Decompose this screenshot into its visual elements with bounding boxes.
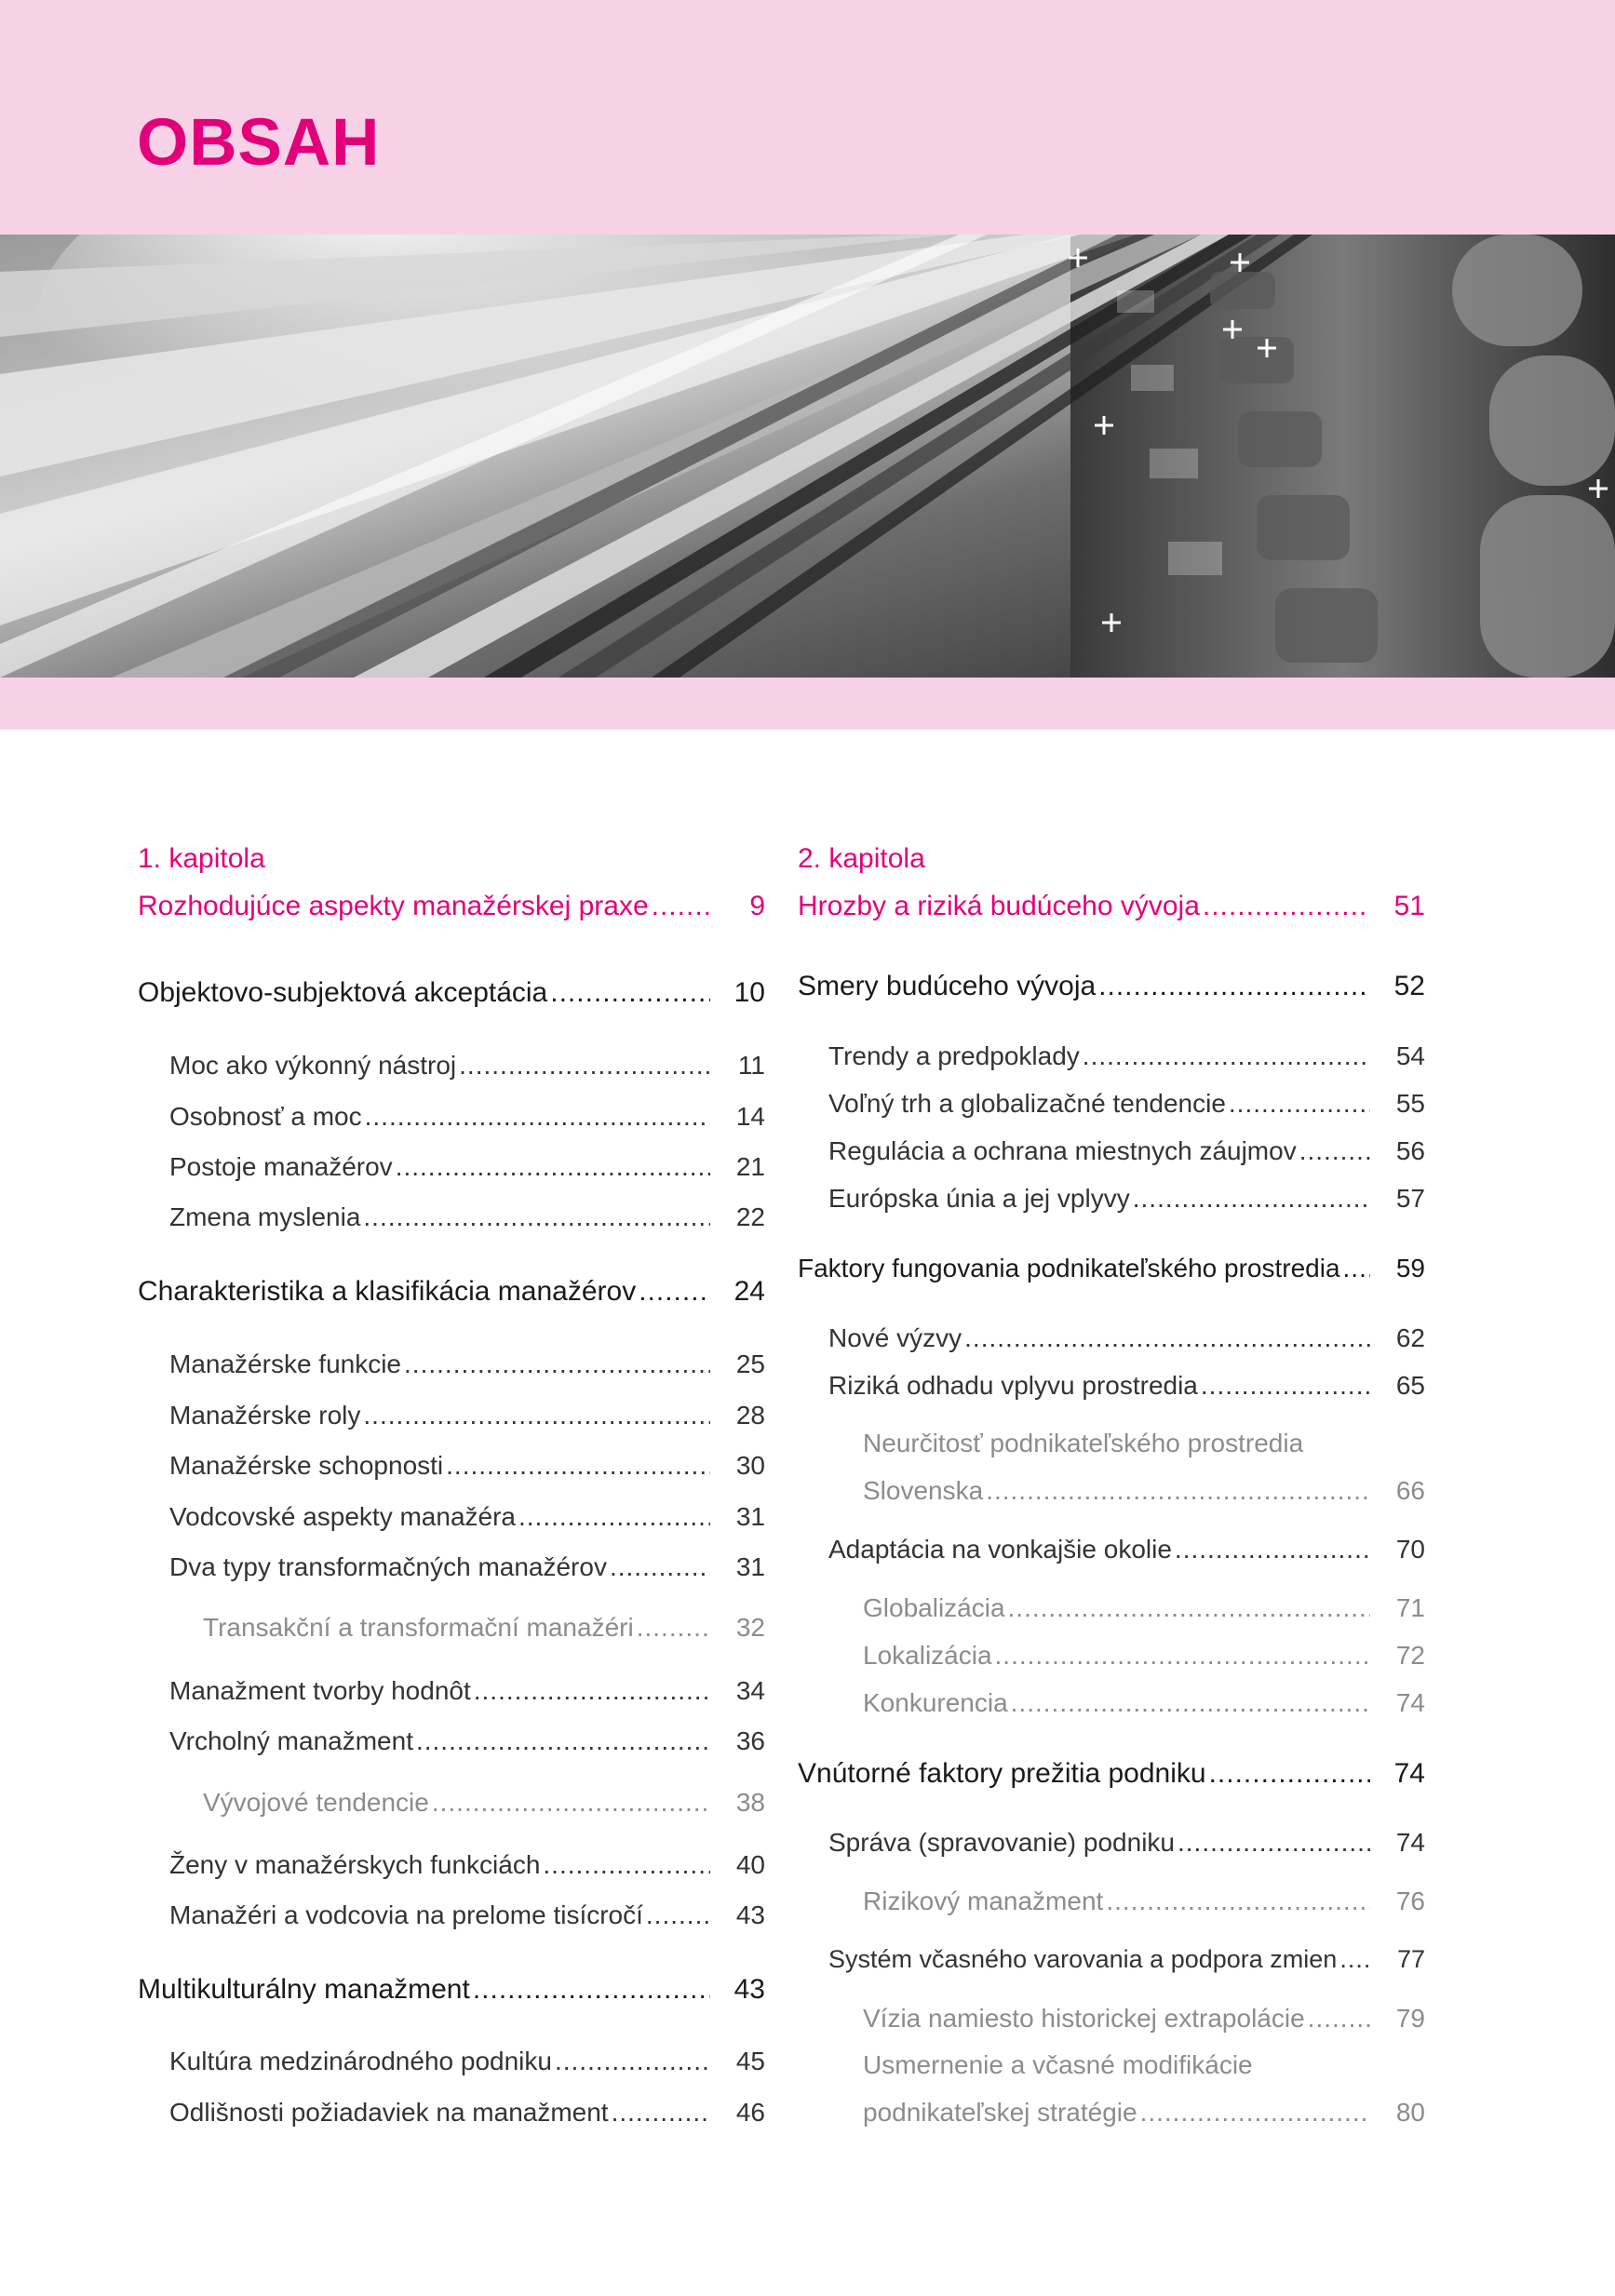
toc-entry[interactable]: Objektovo-subjektová akceptácia ..... 10 <box>138 977 765 1010</box>
toc-entry[interactable]: Nové výzvy ..... 62 <box>828 1323 1425 1353</box>
dot-leader <box>1229 1089 1370 1119</box>
toc-entry[interactable]: Vrcholný manažment ..... 36 <box>169 1726 765 1756</box>
toc-entry[interactable]: Vízia namiesto historickej extrapolácie ..... 79 <box>863 2004 1425 2034</box>
toc-entry[interactable]: Manažérske roly ..... 28 <box>169 1401 765 1430</box>
dot-leader <box>543 1850 710 1880</box>
toc-entry[interactable]: Smery budúceho vývoja ..... 52 <box>798 971 1425 1003</box>
dot-leader <box>1209 1758 1370 1791</box>
toc-entry[interactable]: Vnútorné faktory prežitia podniku ..... 74 <box>798 1758 1425 1791</box>
toc-entry[interactable]: Vývojové tendencie ..... 38 <box>203 1788 765 1818</box>
banner-image <box>0 235 1615 678</box>
dot-leader <box>432 1788 710 1818</box>
dot-leader <box>404 1349 710 1379</box>
toc-entry[interactable]: Regulácia a ochrana miestnych záujmov ..... 56 <box>828 1136 1425 1166</box>
dot-leader <box>646 1900 710 1930</box>
chapter-2-label: 2. kapitola <box>798 843 925 874</box>
dot-leader <box>995 1641 1370 1671</box>
toc-entry[interactable]: Slovenska ..... 66 <box>863 1476 1425 1506</box>
dot-leader <box>652 891 710 923</box>
toc-entry[interactable]: Multikulturálny manažment ..... 43 <box>138 1974 765 2007</box>
dot-leader <box>1308 2004 1370 2034</box>
toc-entry[interactable]: Trendy a predpoklady ..... 54 <box>828 1041 1425 1071</box>
toc-entry-line1: Neurčitosť podnikateľského prostredia <box>863 1429 1304 1457</box>
dot-leader <box>1008 1593 1370 1623</box>
toc-entry[interactable]: Rizikový manažment ..... 76 <box>863 1886 1425 1916</box>
dot-leader <box>612 2098 710 2128</box>
toc-entry[interactable]: podnikateľskej stratégie ..... 80 <box>863 2098 1425 2128</box>
toc-entry-line1: Usmernenie a včasné modifikácie <box>863 2050 1253 2079</box>
dot-leader <box>396 1152 710 1182</box>
toc-entry[interactable]: Postoje manažérov ..... 21 <box>169 1152 765 1182</box>
dot-leader <box>1299 1136 1370 1166</box>
toc-entry[interactable]: Transakční a transformační manažéri ..... 32 <box>203 1613 765 1643</box>
dot-leader <box>365 1102 710 1132</box>
dot-leader <box>639 1276 710 1309</box>
dot-leader <box>1133 1184 1370 1214</box>
toc-entry[interactable]: Charakteristika a klasifikácia manažérov ..... 24 <box>138 1276 765 1309</box>
toc-entry[interactable]: Európska únia a jej vplyvy ..... 57 <box>828 1184 1425 1214</box>
dot-leader <box>1175 1535 1370 1564</box>
toc-entry[interactable]: Osobnosť a moc ..... 14 <box>169 1102 765 1132</box>
dot-leader <box>1201 1371 1370 1401</box>
dot-leader <box>474 1676 710 1706</box>
dot-leader <box>416 1726 710 1756</box>
dot-leader <box>473 1974 710 2007</box>
dot-leader <box>446 1451 710 1481</box>
toc-entry[interactable]: Manažérske funkcie ..... 25 <box>169 1349 765 1379</box>
dot-leader <box>555 2047 710 2076</box>
dot-leader <box>363 1401 710 1430</box>
toc-entry[interactable]: Manažéri a vodcovia na prelome tisícročí ..... 43 <box>169 1900 765 1930</box>
toc-entry[interactable]: Správa (spravovanie) podniku ..... 74 <box>828 1828 1425 1858</box>
toc-entry[interactable]: Globalizácia ..... 71 <box>863 1593 1425 1623</box>
toc-entry-chapter-2[interactable]: Hrozby a riziká budúceho vývoja ..... 51 <box>798 891 1425 923</box>
dot-leader <box>986 1476 1370 1506</box>
toc-entry[interactable]: Riziká odhadu vplyvu prostredia ..... 65 <box>828 1371 1425 1401</box>
toc-entry[interactable]: Kultúra medzinárodného podniku ..... 45 <box>169 2047 765 2076</box>
toc-entry[interactable]: Voľný trh a globalizačné tendencie ..... 55 <box>828 1089 1425 1119</box>
dot-leader <box>964 1323 1370 1353</box>
dot-leader <box>550 977 710 1010</box>
toc-entry[interactable]: Konkurencia ..... 74 <box>863 1688 1425 1718</box>
toc-entry[interactable]: Adaptácia na vonkajšie okolie ..... 70 <box>828 1535 1425 1564</box>
dot-leader <box>1011 1688 1370 1718</box>
dot-leader <box>1339 1945 1370 1974</box>
dot-leader <box>1203 891 1370 923</box>
dot-leader <box>363 1202 710 1232</box>
toc-entry[interactable]: Vodcovské aspekty manažéra ..... 31 <box>169 1502 765 1532</box>
page-title: OBSAH <box>137 106 381 180</box>
chapter-1-label: 1. kapitola <box>138 843 265 874</box>
dot-leader <box>637 1613 710 1643</box>
toc-entry[interactable]: Moc ako výkonný nástroj ..... 11 <box>169 1051 765 1081</box>
toc-entry[interactable]: Manažérske schopnosti ..... 30 <box>169 1451 765 1481</box>
toc-entry[interactable]: Odlišnosti požiadaviek na manažment ..... 46 <box>169 2098 765 2128</box>
toc-entry[interactable]: Lokalizácia ..... 72 <box>863 1641 1425 1671</box>
dot-leader <box>459 1051 710 1081</box>
toc-entry[interactable]: Faktory fungovania podnikateľského prostredia ..... 59 <box>798 1254 1425 1283</box>
toc-entry[interactable]: Ženy v manažérskych funkciách ..... 40 <box>169 1850 765 1880</box>
toc-entry[interactable]: Systém včasného varovania a podpora zmien ..... 77 <box>828 1945 1425 1974</box>
dot-leader <box>518 1502 710 1532</box>
dot-leader <box>1140 2098 1370 2128</box>
toc-entry-chapter-1[interactable]: Rozhodujúce aspekty manažérskej praxe ..... 9 <box>138 891 765 923</box>
dot-leader <box>610 1552 710 1582</box>
dot-leader <box>1098 971 1370 1003</box>
dot-leader <box>1106 1886 1370 1916</box>
dot-leader <box>1083 1041 1370 1071</box>
dot-leader <box>1178 1828 1370 1858</box>
toc-entry[interactable]: Dva typy transformačných manažérov ..... 31 <box>169 1552 765 1582</box>
toc-entry[interactable]: Manažment tvorby hodnôt ..... 34 <box>169 1676 765 1706</box>
toc-entry[interactable]: Zmena myslenia ..... 22 <box>169 1202 765 1232</box>
dot-leader <box>1343 1254 1370 1283</box>
